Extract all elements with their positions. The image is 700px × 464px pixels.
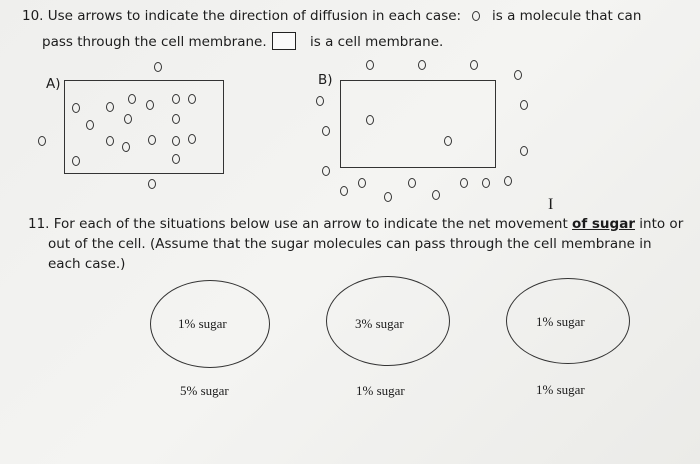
cell-3-outside: 1% sugar [536, 382, 585, 397]
molecule [122, 142, 130, 152]
q10-line1-text: 10. Use arrows to indicate the direction of diffusion in each case: [22, 8, 462, 24]
q10-line2-post: is a cell membrane. [310, 34, 444, 50]
molecule [322, 166, 330, 176]
q11-line1-text: 11. For each of the situations below use an arrow to indicate the net movement [28, 216, 568, 232]
cell-1-inside: 1% sugar [178, 316, 227, 331]
cell-2-inside: 3% sugar [355, 316, 404, 331]
molecule [444, 136, 452, 146]
q11-line3: each case.) [48, 256, 126, 272]
molecule [514, 70, 522, 80]
molecule [172, 154, 180, 164]
cell-3-inside: 1% sugar [536, 314, 585, 329]
molecule [432, 190, 440, 200]
molecule [316, 96, 324, 106]
molecule [418, 60, 426, 70]
molecule [128, 94, 136, 104]
molecule [72, 156, 80, 166]
molecule [340, 186, 348, 196]
molecule [460, 178, 468, 188]
molecule [366, 60, 374, 70]
q11-line2: out of the cell. (Assume that the sugar molecules can pass through the cell membrane in [48, 236, 652, 252]
cell-membrane-b [340, 80, 496, 168]
molecule [172, 94, 180, 104]
q10-line2-pre: pass through the cell membrane. [42, 34, 267, 50]
molecule [124, 114, 132, 124]
molecule [470, 60, 478, 70]
molecule [86, 120, 94, 130]
molecule [520, 100, 528, 110]
q11-line1 [28, 216, 683, 232]
molecule [366, 115, 374, 125]
membrane-legend-icon [272, 32, 296, 50]
molecule [358, 178, 366, 188]
case-a-label: A) [46, 76, 61, 92]
molecule [172, 136, 180, 146]
molecule [504, 176, 512, 186]
molecule [38, 136, 46, 146]
cell-2-outside: 1% sugar [356, 383, 405, 398]
molecule [408, 178, 416, 188]
molecule [148, 135, 156, 145]
cell-1-outside: 5% sugar [180, 383, 229, 398]
molecule [322, 126, 330, 136]
q11-line1-post: into or [639, 216, 684, 232]
molecule [520, 146, 528, 156]
molecule [188, 134, 196, 144]
q10-line1-post: is a molecule that can [492, 8, 642, 24]
molecule [146, 100, 154, 110]
q10-line1 [22, 8, 461, 24]
molecule [172, 114, 180, 124]
molecule [188, 94, 196, 104]
molecule [72, 103, 80, 113]
case-b-label: B) [318, 72, 333, 88]
molecule [106, 102, 114, 112]
molecule [384, 192, 392, 202]
molecule [148, 179, 156, 189]
q11-of-sugar: of sugar [572, 216, 635, 232]
molecule-legend-icon [472, 11, 480, 21]
text-cursor-icon: I [548, 196, 554, 213]
molecule [482, 178, 490, 188]
molecule [106, 136, 114, 146]
molecule [154, 62, 162, 72]
